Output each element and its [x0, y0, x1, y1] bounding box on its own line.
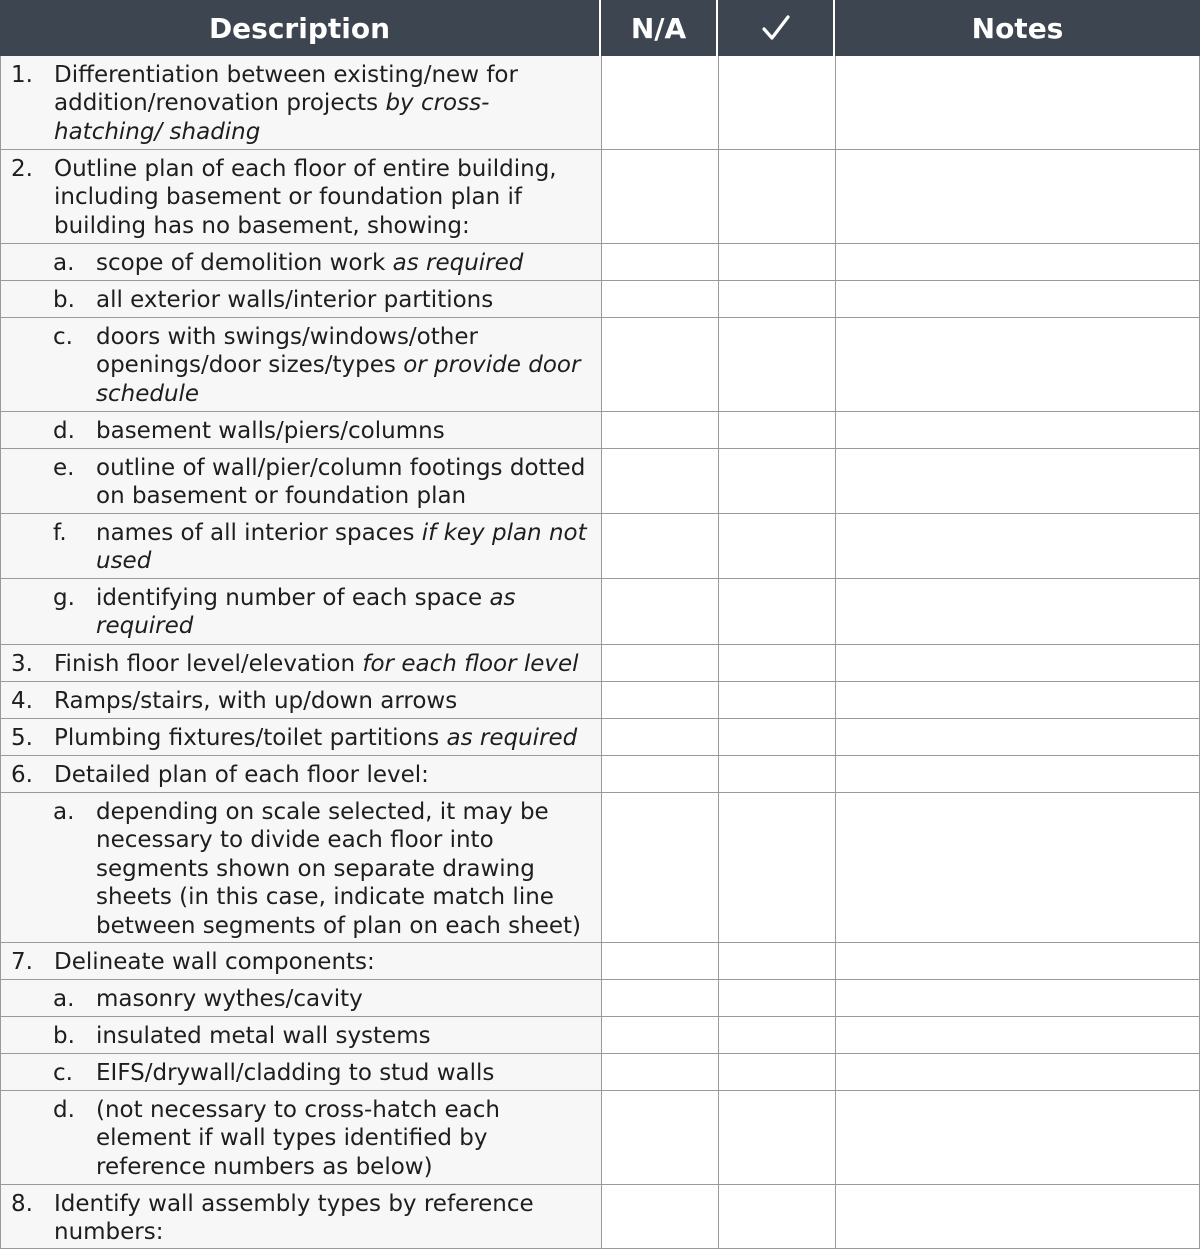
table-row [0, 281, 1200, 318]
notes-cell[interactable] [835, 1017, 1200, 1053]
item-text [54, 948, 595, 974]
item-text-italic: as required [446, 725, 578, 751]
item-number: a. [53, 799, 75, 825]
description-cell [0, 579, 601, 644]
notes-cell[interactable] [835, 1185, 1200, 1248]
na-cell[interactable] [601, 56, 718, 149]
item-text [96, 798, 595, 937]
na-cell[interactable] [601, 318, 718, 411]
table-row [0, 682, 1200, 719]
header-description: Description [0, 0, 601, 56]
item-text-plain: all exterior walls/interior partitions [96, 287, 494, 313]
na-cell[interactable] [601, 682, 718, 718]
description-cell [0, 244, 601, 280]
na-cell[interactable] [601, 244, 718, 280]
notes-cell[interactable] [835, 449, 1200, 513]
item-text [54, 1190, 595, 1246]
notes-cell[interactable] [835, 318, 1200, 411]
item-text-plain: Outline plan of each floor of entire building, including basement or foundation plan if building has no basement, showing: [54, 156, 557, 239]
na-cell[interactable] [601, 281, 718, 317]
na-cell[interactable] [601, 980, 718, 1016]
check-cell[interactable] [718, 281, 835, 317]
table-row [0, 943, 1200, 980]
item-text-plain: scope of demolition work [96, 250, 393, 276]
table-row [0, 1054, 1200, 1091]
item-number: 6. [11, 762, 33, 788]
item-text [96, 286, 595, 312]
item-text [54, 155, 595, 238]
check-cell[interactable] [718, 943, 835, 979]
item-text [54, 61, 595, 144]
item-number: g. [53, 585, 75, 611]
description-cell [0, 412, 601, 448]
check-cell[interactable] [718, 682, 835, 718]
item-number: e. [53, 455, 75, 481]
header-check [718, 0, 835, 56]
header-notes: Notes [971, 11, 1064, 45]
item-text-italic: as required [96, 585, 516, 640]
na-cell[interactable] [601, 514, 718, 578]
item-text [96, 985, 595, 1011]
notes-cell[interactable] [835, 980, 1200, 1016]
item-number: d. [53, 1097, 75, 1123]
item-text-plain: outline of wall/pier/column footings dotted on basement or foundation plan [96, 455, 586, 510]
na-cell[interactable] [601, 1054, 718, 1090]
item-number: b. [53, 287, 75, 313]
check-cell[interactable] [718, 645, 835, 681]
item-text [96, 519, 595, 573]
table-row [0, 756, 1200, 793]
table-row [0, 150, 1200, 244]
description-cell [0, 150, 601, 243]
check-cell[interactable] [718, 56, 835, 149]
item-number: 3. [11, 651, 33, 677]
item-text [54, 761, 595, 787]
table-row [0, 579, 1200, 645]
item-text [54, 724, 595, 750]
item-text-plain: insulated metal wall systems [96, 1023, 431, 1049]
na-cell[interactable] [601, 449, 718, 513]
description-cell [0, 980, 601, 1016]
table-row [0, 449, 1200, 514]
item-text [96, 249, 595, 275]
item-text-plain: masonry wythes/cavity [96, 986, 363, 1012]
item-number: c. [53, 324, 73, 350]
notes-cell[interactable] [835, 645, 1200, 681]
item-text-italic: for each floor level [362, 651, 579, 677]
na-cell[interactable] [601, 150, 718, 243]
check-cell[interactable] [718, 449, 835, 513]
table-row [0, 793, 1200, 943]
check-cell[interactable] [718, 756, 835, 792]
item-text [54, 687, 595, 713]
item-text [96, 1096, 595, 1179]
na-cell[interactable] [601, 793, 718, 942]
item-number: 4. [11, 688, 33, 714]
item-text [96, 454, 595, 508]
na-cell[interactable] [601, 645, 718, 681]
notes-cell[interactable] [835, 1091, 1200, 1184]
item-text-italic: as required [392, 250, 524, 276]
item-number: 5. [11, 725, 33, 751]
check-cell[interactable] [718, 1091, 835, 1184]
table-header [0, 0, 1200, 56]
table-row [0, 1185, 1200, 1249]
description-cell [0, 719, 601, 755]
item-text-plain: depending on scale selected, it may be necessary to divide each floor into segments shown on separate drawing sheets (in this case, indicate match line between segments of plan on each sheet) [96, 799, 581, 939]
check-cell[interactable] [718, 793, 835, 942]
description-cell [0, 1017, 601, 1053]
checkmark-icon [759, 11, 793, 45]
item-text-italic: by cross-hatching/ shading [54, 90, 490, 145]
description-cell [0, 281, 601, 317]
description-cell [0, 756, 601, 792]
description-cell [0, 1054, 601, 1090]
item-text-plain: Delineate wall components: [54, 949, 375, 975]
table-row [0, 412, 1200, 449]
item-number: 8. [11, 1191, 33, 1217]
item-text-plain: (not necessary to cross-hatch each element if wall types identified by reference numbers as below) [96, 1097, 500, 1180]
item-number: a. [53, 986, 75, 1012]
check-cell[interactable] [718, 579, 835, 644]
description-cell [0, 449, 601, 513]
item-text-plain: names of all interior spaces [96, 520, 422, 546]
item-text-italic: or provide door schedule [96, 352, 581, 407]
item-number: f. [53, 520, 67, 546]
notes-cell[interactable] [835, 281, 1200, 317]
notes-cell[interactable] [835, 56, 1200, 149]
description-cell [0, 943, 601, 979]
na-cell[interactable] [601, 579, 718, 644]
notes-cell[interactable] [835, 412, 1200, 448]
item-text [96, 1059, 595, 1085]
notes-cell[interactable] [835, 579, 1200, 644]
item-text-plain: Ramps/stairs, with up/down arrows [54, 688, 458, 714]
notes-cell[interactable] [835, 244, 1200, 280]
description-cell [0, 682, 601, 718]
item-number: 2. [11, 156, 33, 182]
table-row [0, 56, 1200, 150]
item-text [96, 323, 595, 406]
item-text-plain: Differentiation between existing/new for addition/renovation projects [54, 62, 518, 117]
check-cell[interactable] [718, 719, 835, 755]
notes-cell[interactable] [835, 514, 1200, 578]
check-cell[interactable] [718, 412, 835, 448]
notes-cell[interactable] [835, 150, 1200, 243]
check-cell[interactable] [718, 1017, 835, 1053]
check-cell[interactable] [718, 318, 835, 411]
item-text-plain: Finish floor level/elevation [54, 651, 363, 677]
item-number: d. [53, 418, 75, 444]
description-cell [0, 645, 601, 681]
na-cell[interactable] [601, 756, 718, 792]
notes-cell[interactable] [835, 1054, 1200, 1090]
description-cell [0, 1185, 601, 1248]
description-cell [0, 56, 601, 149]
table-row [0, 980, 1200, 1017]
description-cell [0, 793, 601, 942]
item-text [96, 417, 595, 443]
check-cell[interactable] [718, 244, 835, 280]
description-cell [0, 318, 601, 411]
item-number: b. [53, 1023, 75, 1049]
na-cell[interactable] [601, 1185, 718, 1248]
item-text-italic: if key plan not used [96, 520, 587, 575]
check-cell[interactable] [718, 1054, 835, 1090]
table-row [0, 645, 1200, 682]
description-cell [0, 1091, 601, 1184]
check-cell[interactable] [718, 1185, 835, 1248]
notes-cell[interactable] [835, 682, 1200, 718]
header-na: N/A [601, 0, 718, 56]
na-cell[interactable] [601, 412, 718, 448]
check-cell[interactable] [718, 980, 835, 1016]
item-number: 7. [11, 949, 33, 975]
table-row [0, 318, 1200, 412]
item-number: 1. [11, 62, 33, 88]
na-cell[interactable] [601, 719, 718, 755]
item-text [96, 584, 595, 639]
na-cell[interactable] [601, 943, 718, 979]
item-text-plain: identifying number of each space [96, 585, 490, 611]
item-text-plain: Detailed plan of each floor level: [54, 762, 429, 788]
description-cell [0, 514, 601, 578]
table-row [0, 1091, 1200, 1185]
na-cell[interactable] [601, 1091, 718, 1184]
item-number: a. [53, 250, 75, 276]
notes-cell[interactable] [835, 719, 1200, 755]
notes-cell[interactable] [835, 756, 1200, 792]
item-number: c. [53, 1060, 73, 1086]
na-cell[interactable] [601, 1017, 718, 1053]
item-text-plain: Identify wall assembly types by reference numbers: [54, 1191, 534, 1246]
notes-cell[interactable] [835, 943, 1200, 979]
check-cell[interactable] [718, 514, 835, 578]
item-text [54, 650, 595, 676]
table-row [0, 244, 1200, 281]
table-row [0, 514, 1200, 579]
item-text-plain: Plumbing fixtures/toilet partitions [54, 725, 447, 751]
item-text-plain: EIFS/drywall/cladding to stud walls [96, 1060, 495, 1086]
item-text-plain: doors with swings/windows/other openings/door sizes/types [96, 324, 478, 379]
item-text-plain: basement walls/piers/columns [96, 418, 445, 444]
table-body [0, 56, 1200, 1249]
notes-cell[interactable] [835, 793, 1200, 942]
table-row [0, 1017, 1200, 1054]
item-text [96, 1022, 595, 1048]
check-cell[interactable] [718, 150, 835, 243]
table-row [0, 719, 1200, 756]
